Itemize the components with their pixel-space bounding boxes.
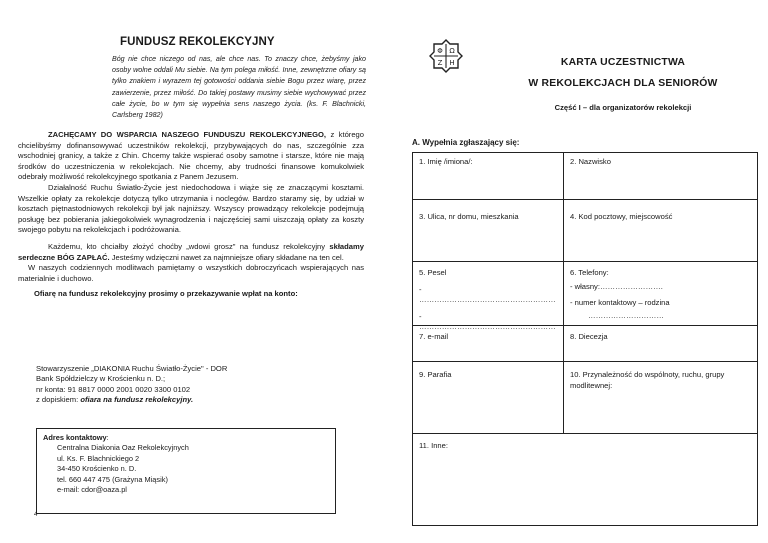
contact-org: Centralna Diakonia Oaz Rekolekcyjnych	[57, 443, 189, 453]
pesel-line-1: - ………………………………………………	[419, 284, 556, 304]
part-heading: Część I – dla organizatorów rekolekcji	[554, 103, 692, 112]
fund-description	[18, 130, 364, 300]
field-first-name[interactable]	[413, 153, 563, 199]
right-page	[400, 0, 758, 543]
field-community[interactable]	[563, 362, 757, 433]
card-title	[478, 52, 768, 94]
field-diocese[interactable]	[563, 326, 757, 361]
svg-text:Φ: Φ	[437, 47, 443, 55]
support-heading: ZACHĘCAMY DO WSPARCIA NASZEGO FUNDUSZU REKOLEKCYJNEGO,	[48, 130, 327, 139]
form-row-4	[413, 325, 757, 361]
field-first-name-label: 1. Imię /imiona/:	[419, 157, 473, 166]
svg-text:Ω: Ω	[449, 47, 455, 55]
svg-text:Η: Η	[449, 59, 455, 67]
field-postal-city-label: 4. Kod pocztowy, miejscowość	[570, 212, 673, 221]
field-email[interactable]	[413, 326, 563, 361]
paragraph-thanks	[18, 242, 364, 263]
page-number: 4	[34, 512, 38, 518]
field-last-name[interactable]	[563, 153, 757, 199]
phone-family-dots: …………………………	[588, 310, 664, 320]
registration-form	[412, 152, 758, 526]
support-text: z którego chcielibyśmy dofinansowywać uczestników rekolekcji, przybywających do nas, szczególnie zza wschodniej granicy, a także z Chin. Chcemy także wspierać osoby samotne i starsze, które nie mają środków do uczestniczenia w rekolekcjach. Nie chcemy, aby trudności finansowe komukolwiek odebrały możliwość rekolekcyjnego spotkania z Panem Jezusem.	[18, 130, 364, 182]
contact-city: 34-450 Krościenko n. D.	[57, 464, 137, 474]
field-phones[interactable]	[563, 262, 757, 325]
bank-name: Bank Spółdzielczy w Krościenku n. D.;	[36, 374, 166, 384]
field-community-label: 10. Przynależność do wspólnoty, ruchu, grupy modlitewnej:	[570, 370, 725, 390]
field-last-name-label: 2. Nazwisko	[570, 157, 611, 166]
field-pesel-label: 5. Pesel	[419, 268, 447, 277]
contact-email[interactable]: e-mail: cdor@oaza.pl	[57, 485, 127, 495]
contact-box	[36, 428, 336, 514]
svg-text:Ζ: Ζ	[437, 59, 443, 67]
field-email-label: 7. e-mail	[419, 332, 449, 341]
thanks-start: Każdemu, kto chciałby złożyć choćby „wdowi grosz" na fundusz rekolekcyjny	[48, 241, 326, 251]
phone-own: - własny:…………………….	[570, 281, 663, 291]
fund-title: FUNDUSZ REKOLEKCYJNY	[120, 36, 275, 48]
field-pesel[interactable]	[413, 262, 563, 331]
form-row-6	[413, 433, 757, 525]
form-row-3	[413, 261, 757, 331]
contact-street: ul. Ks. F. Blachnickiego 2	[57, 453, 140, 463]
field-diocese-label: 8. Diecezja	[570, 332, 608, 341]
bank-note-title: ofiara na fundusz rekolekcyjny.	[80, 395, 194, 405]
paragraph-costs: Działalność Ruchu Światło-Życie jest niedochodowa i wiąże się ze znaczącymi kosztami. Wszelkie opłaty za rekolekcje dotyczą tylko utrzymania i noclegów. Bardzo staramy się, by udział w kosztach piętnastodniowych rekolekcji był jak najniższy. Wszyscy prowadzący rekolekcje podejmują posługę bez pobierania jakiegokolwiek wynagrodzenia i najczęściej sami uiszczają opłaty za koszty swojego pobytu na rekolekcjach i podróżowania.	[18, 182, 364, 235]
contact-heading-label: Adres kontaktowy	[43, 433, 107, 442]
bank-details	[36, 364, 366, 406]
field-other[interactable]	[413, 434, 757, 525]
contact-phone: tel. 660 447 475 (Grażyna Miąsik)	[57, 474, 168, 484]
form-row-5	[413, 361, 757, 433]
field-postal-city[interactable]	[563, 200, 757, 261]
card-title-line1: KARTA UCZESTNICTWA	[560, 57, 686, 68]
form-row-1	[413, 153, 757, 199]
paragraph-support	[18, 130, 364, 183]
field-phones-label: 6. Telefony:	[570, 268, 609, 277]
contact-heading-colon: :	[106, 433, 109, 442]
pesel-line-2: - ………………………………………………	[419, 311, 556, 331]
thanks-end: Jesteśmy wdzięczni nawet za najmniejsze ofiary składane na ten cel.	[109, 252, 344, 262]
section-a-heading: A. Wypełnia zgłaszający się:	[412, 138, 520, 147]
form-row-2	[413, 199, 757, 261]
field-street-label: 3. Ulica, nr domu, mieszkania	[419, 212, 519, 221]
thanks-bold: składamy serdeczne BÓG ZAPŁAĆ.	[18, 241, 364, 262]
bank-note	[36, 395, 366, 405]
blachnicki-quote: Bóg nie chce niczego od nas, ale chce nas. To znaczy chce, żebyśmy jako osoby wolne oddali Mu siebie. Na tym polega miłość. Inne, zewnętrzne ofiary są tylko znakiem i wyrazem tej gotowości oddania siebie Bogu przez wiarę, przez zawierzenie, przez miłość. Do takiej postawy musimy siebie wychowywać przez całe życie, bo w tym się wypełnia sens naszego życia. (ks. F. Blachnicki, Carlsberg 1982)	[112, 55, 366, 120]
card-title-line2: W REKOLEKCJACH DLA SENIORÓW	[528, 78, 718, 89]
phone-family: - numer kontaktowy – rodzina	[570, 298, 670, 307]
field-street[interactable]	[413, 200, 563, 261]
transfer-request: Ofiarę na fundusz rekolekcyjny prosimy o przekazywanie wpłat na konto:	[34, 289, 298, 299]
paragraph-prayers: W naszych codziennych modlitwach pamiętamy o wszystkich dobroczyńcach wspierających nas materialnie i duchowo.	[18, 263, 364, 283]
field-parish[interactable]	[413, 362, 563, 433]
bank-note-prefix: z dopiskiem:	[36, 395, 81, 405]
contact-heading	[43, 433, 329, 443]
left-page	[18, 0, 364, 543]
bank-recipient: Stowarzyszenie „DIAKONIA Ruchu Światło-Życie" - DOR	[36, 364, 228, 373]
bank-account: nr konta: 91 8817 0000 2001 0020 3300 0102	[36, 384, 191, 394]
field-parish-label: 9. Parafia	[419, 370, 452, 379]
foszoe-logo-icon	[428, 38, 464, 74]
field-other-label: 11. Inne:	[419, 441, 448, 450]
